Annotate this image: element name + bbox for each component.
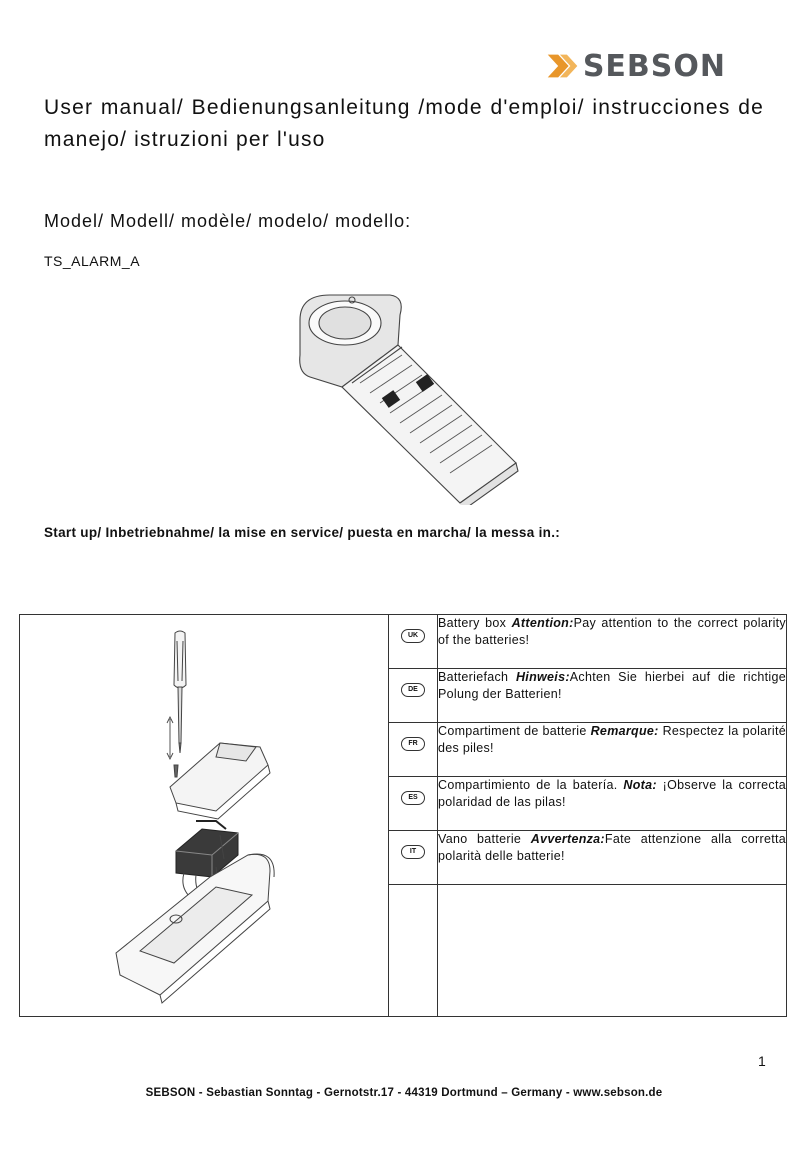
chevron-arrow-icon <box>546 49 581 83</box>
step-body: Respectez la polarité des piles! <box>438 724 786 755</box>
flag-cell <box>389 615 438 669</box>
step-emphasis: Hinweis: <box>515 670 570 684</box>
step-prefix: Compartimiento de la batería. <box>438 778 624 792</box>
step-text-uk <box>438 615 787 669</box>
step-emphasis: Nota: <box>623 778 657 792</box>
step-body: Fate attenzione alla corretta polarità delle batterie! <box>438 832 786 863</box>
battery-install-figure-cell <box>20 615 389 1017</box>
screwdriver-icon <box>174 631 186 753</box>
step-prefix: Vano batterie <box>438 832 531 846</box>
step-text-it <box>438 831 787 885</box>
startup-heading: Start up/ Inbetriebnahme/ la mise en service/ puesta en marcha/ la messa in.: <box>44 525 561 540</box>
flag-cell <box>389 669 438 723</box>
step-text-fr <box>438 723 787 777</box>
model-value: TS_ALARM_A <box>44 253 141 269</box>
step-prefix: Compartiment de batterie <box>438 724 591 738</box>
step-body: ¡Observe la correcta polaridad de las pilas! <box>438 778 787 809</box>
sebson-logo <box>546 46 726 86</box>
step-text-de <box>438 669 787 723</box>
flag-badge-fr: FR <box>401 737 425 751</box>
step-prefix: Battery box <box>438 616 512 630</box>
flag-cell <box>389 723 438 777</box>
step-text-empty <box>438 885 787 1017</box>
manual-title: User manual/ Bedienungsanleitung /mode d'emploi/ instrucciones de manejo/ istruzioni per l'uso <box>44 96 764 151</box>
flag-cell <box>389 777 438 831</box>
page-number: 1 <box>758 1053 766 1069</box>
flag-badge-es: ES <box>401 791 425 805</box>
step-emphasis: Attention: <box>511 616 574 630</box>
flag-badge-uk: UK <box>401 629 425 643</box>
battery-install-illustration <box>20 615 388 1011</box>
flag-cell <box>389 831 438 885</box>
logo-text: SEBSON <box>582 48 726 84</box>
footer-address: SEBSON - Sebastian Sonntag - Gernotstr.17 - 44319 Dortmund – Germany - www.sebson.de <box>145 1087 663 1099</box>
battery-instruction-table <box>19 614 787 1017</box>
step-emphasis: Remarque: <box>590 724 659 738</box>
door-wedge-illustration <box>290 285 520 505</box>
step-row <box>20 615 787 669</box>
flag-cell-empty <box>389 885 438 1017</box>
step-emphasis: Avvertenza: <box>530 832 605 846</box>
flag-badge-it: IT <box>401 845 425 859</box>
flag-badge-de: DE <box>401 683 425 697</box>
step-body: Achten Sie hierbei auf die richtige Polung der Batterien! <box>438 670 786 701</box>
model-heading: Model/ Modell/ modèle/ modelo/ modello: <box>44 211 412 231</box>
step-prefix: Batteriefach <box>438 670 516 684</box>
step-text-es <box>438 777 787 831</box>
step-body: Pay attention to the correct polarity of the batteries! <box>438 616 786 647</box>
